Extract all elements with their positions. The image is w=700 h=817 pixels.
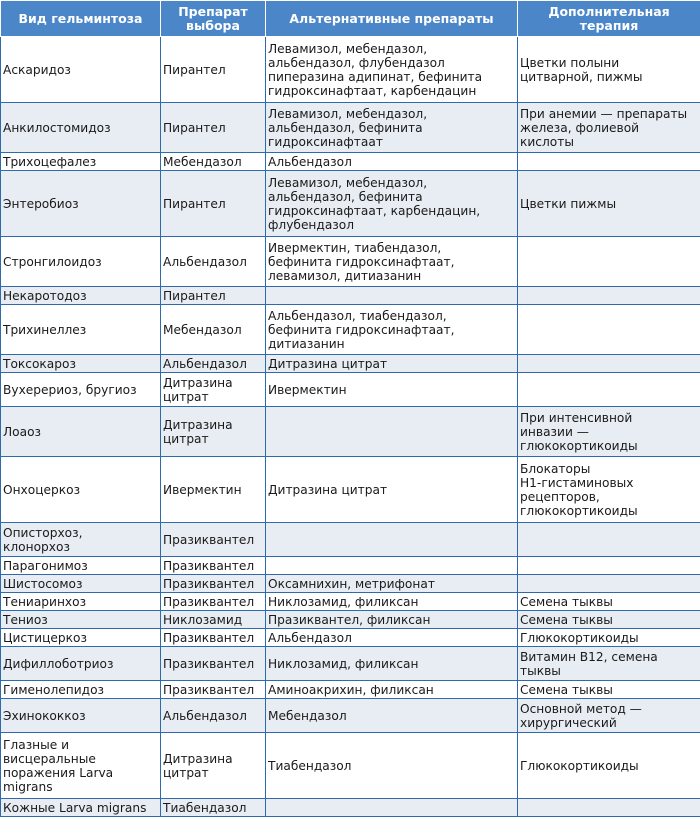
cell-drug-of-choice: Празиквантел [161, 523, 266, 557]
cell-drug-of-choice: Пирантел [161, 103, 266, 153]
cell-additional-therapy: Основной метод — хирургический [518, 699, 700, 733]
cell-drug-of-choice: Альбендазол [161, 355, 266, 373]
header-helminthiasis-type: Вид гельминтоза [1, 1, 161, 37]
cell-helminthiasis: Дифиллоботриоз [1, 647, 161, 681]
table-row [1, 237, 700, 287]
cell-drug-of-choice: Мебендазол [161, 305, 266, 355]
table-row [1, 373, 700, 407]
table-row [1, 557, 700, 575]
cell-additional-therapy [518, 287, 700, 305]
cell-alternatives [266, 287, 518, 305]
cell-additional-therapy: Витамин B12, семена тыквы [518, 647, 700, 681]
cell-drug-of-choice: Празиквантел [161, 593, 266, 611]
table-row [1, 629, 700, 647]
cell-drug-of-choice: Празиквантел [161, 575, 266, 593]
table-row [1, 523, 700, 557]
cell-additional-therapy [518, 557, 700, 575]
cell-helminthiasis: Энтеробиоз [1, 171, 161, 237]
cell-drug-of-choice: Мебендазол [161, 153, 266, 171]
cell-alternatives: Альбендазол, тиабендазол, бефинита гидроксинафтаат, дитиазанин [266, 305, 518, 355]
cell-alternatives [266, 523, 518, 557]
cell-helminthiasis: Анкилостомидоз [1, 103, 161, 153]
cell-helminthiasis: Лоаоз [1, 407, 161, 457]
cell-helminthiasis: Онхоцеркоз [1, 457, 161, 523]
cell-helminthiasis: Некаротодоз [1, 287, 161, 305]
cell-alternatives [266, 407, 518, 457]
header-drug-of-choice: Препарат выбора [161, 1, 266, 37]
cell-additional-therapy [518, 237, 700, 287]
cell-additional-therapy: При интенсивной инвазии — глюкокортикоиды [518, 407, 700, 457]
table-row [1, 305, 700, 355]
cell-alternatives: Альбендазол [266, 629, 518, 647]
cell-alternatives: Тиабендазол [266, 733, 518, 799]
cell-helminthiasis: Стронгилоидоз [1, 237, 161, 287]
table-header [1, 1, 700, 37]
cell-helminthiasis: Глазные и висцеральные поражения Larva migrans [1, 733, 161, 799]
cell-drug-of-choice: Дитразина цитрат [161, 373, 266, 407]
table-row [1, 355, 700, 373]
cell-alternatives: Ивермектин [266, 373, 518, 407]
cell-drug-of-choice: Пирантел [161, 37, 266, 103]
table-row [1, 733, 700, 799]
cell-helminthiasis: Тениаринхоз [1, 593, 161, 611]
cell-helminthiasis: Парагонимоз [1, 557, 161, 575]
cell-helminthiasis: Гименолепидоз [1, 681, 161, 699]
cell-drug-of-choice: Никлозамид [161, 611, 266, 629]
cell-drug-of-choice: Ивермектин [161, 457, 266, 523]
cell-additional-therapy: Семена тыквы [518, 611, 700, 629]
cell-additional-therapy: При анемии — препараты железа, фолиевой кислоты [518, 103, 700, 153]
cell-alternatives: Никлозамид, филиксан [266, 647, 518, 681]
cell-helminthiasis: Трихоцефалез [1, 153, 161, 171]
cell-drug-of-choice: Празиквантел [161, 629, 266, 647]
cell-alternatives: Альбендазол [266, 153, 518, 171]
cell-alternatives: Ивермектин, тиабендазол, бефинита гидроксинафтаат, левамизол, дитиазанин [266, 237, 518, 287]
cell-alternatives: Празиквантел, филиксан [266, 611, 518, 629]
cell-drug-of-choice: Альбендазол [161, 699, 266, 733]
cell-alternatives: Оксамнихин, метрифонат [266, 575, 518, 593]
table-row [1, 457, 700, 523]
table-row [1, 287, 700, 305]
cell-alternatives: Дитразина цитрат [266, 457, 518, 523]
table-body [1, 37, 700, 817]
cell-drug-of-choice: Дитразина цитрат [161, 733, 266, 799]
cell-additional-therapy: Глюкокортикоиды [518, 733, 700, 799]
header-alternative-drugs: Альтернативные препараты [266, 1, 518, 37]
cell-helminthiasis: Аскаридоз [1, 37, 161, 103]
cell-helminthiasis: Тениоз [1, 611, 161, 629]
cell-alternatives: Левамизол, мебендазол, альбендазол, флубендазол пиперазина адипинат, бефинита гидроксинафтаат, карбендацин [266, 37, 518, 103]
cell-alternatives: Никлозамид, филиксан [266, 593, 518, 611]
cell-helminthiasis: Трихинеллез [1, 305, 161, 355]
cell-helminthiasis: Эхинококкоз [1, 699, 161, 733]
table-row [1, 153, 700, 171]
table-row [1, 407, 700, 457]
cell-drug-of-choice: Пирантел [161, 171, 266, 237]
cell-helminthiasis: Описторхоз, клонорхоз [1, 523, 161, 557]
table-row [1, 171, 700, 237]
cell-additional-therapy: Семена тыквы [518, 593, 700, 611]
table-row [1, 647, 700, 681]
cell-alternatives: Левамизол, мебендазол, альбендазол, бефинита гидроксинафтаат [266, 103, 518, 153]
header-row [1, 1, 700, 37]
cell-helminthiasis: Цистицеркоз [1, 629, 161, 647]
cell-drug-of-choice: Празиквантел [161, 557, 266, 575]
cell-helminthiasis: Кожные Larva migrans [1, 799, 161, 817]
cell-helminthiasis: Вухерериоз, бругиоз [1, 373, 161, 407]
cell-alternatives: Дитразина цитрат [266, 355, 518, 373]
cell-drug-of-choice: Дитразина цитрат [161, 407, 266, 457]
cell-additional-therapy [518, 523, 700, 557]
cell-drug-of-choice: Тиабендазол [161, 799, 266, 817]
cell-additional-therapy: Цветки полыни цитварной, пижмы [518, 37, 700, 103]
cell-additional-therapy: Блокаторы H1-гистаминовых рецепторов, глюкокортикоиды [518, 457, 700, 523]
header-additional-therapy: Дополнительная терапия [518, 1, 700, 37]
cell-alternatives: Аминоакрихин, филиксан [266, 681, 518, 699]
cell-additional-therapy [518, 373, 700, 407]
table-row [1, 575, 700, 593]
table-row [1, 799, 700, 817]
cell-additional-therapy [518, 355, 700, 373]
cell-helminthiasis: Шистосомоз [1, 575, 161, 593]
cell-additional-therapy [518, 799, 700, 817]
cell-additional-therapy [518, 153, 700, 171]
cell-alternatives [266, 799, 518, 817]
cell-alternatives [266, 557, 518, 575]
table-row [1, 103, 700, 153]
cell-helminthiasis: Токсокароз [1, 355, 161, 373]
table-row [1, 611, 700, 629]
table-row [1, 593, 700, 611]
cell-drug-of-choice: Альбендазол [161, 237, 266, 287]
cell-drug-of-choice: Празиквантел [161, 647, 266, 681]
table-row [1, 37, 700, 103]
cell-additional-therapy [518, 305, 700, 355]
table-row [1, 699, 700, 733]
table-row [1, 681, 700, 699]
cell-additional-therapy: Глюкокортикоиды [518, 629, 700, 647]
cell-alternatives: Мебендазол [266, 699, 518, 733]
cell-additional-therapy: Семена тыквы [518, 681, 700, 699]
cell-alternatives: Левамизол, мебендазол, альбендазол, бефинита гидроксинафтаат, карбендацин, флубендазол [266, 171, 518, 237]
cell-drug-of-choice: Пирантел [161, 287, 266, 305]
cell-drug-of-choice: Празиквантел [161, 681, 266, 699]
cell-additional-therapy [518, 575, 700, 593]
cell-additional-therapy: Цветки пижмы [518, 171, 700, 237]
